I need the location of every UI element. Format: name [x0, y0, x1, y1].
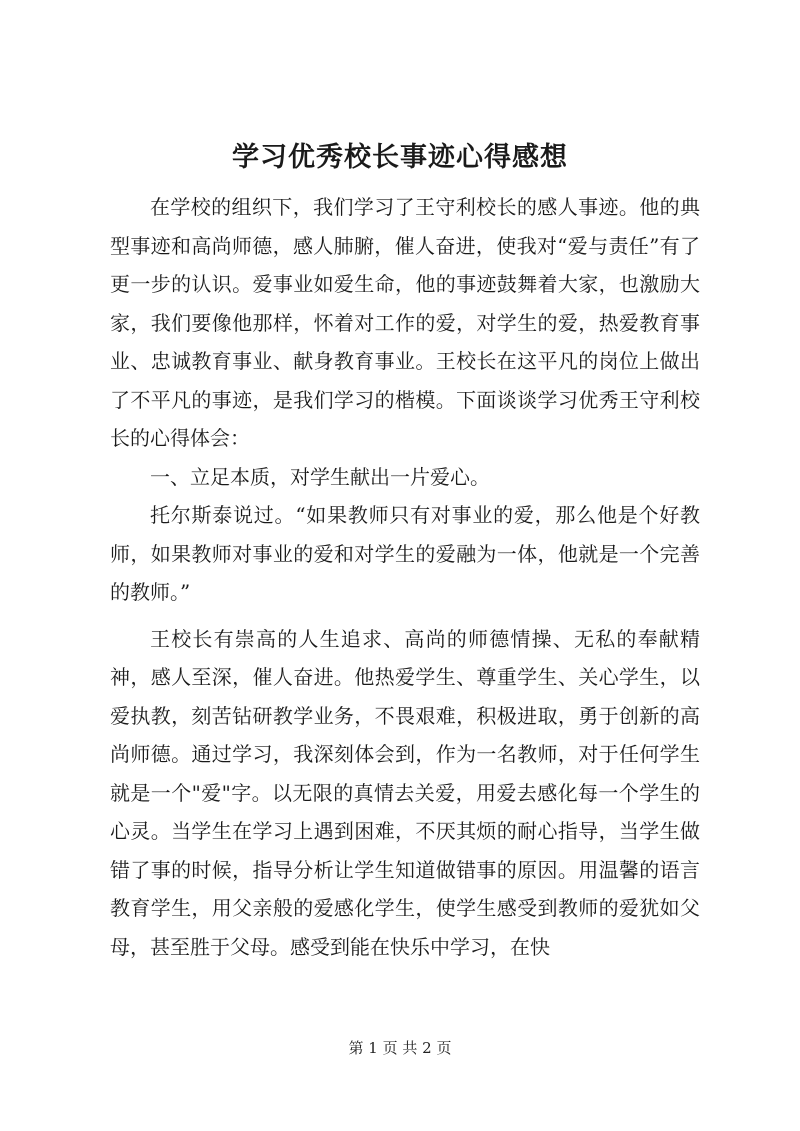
document-body: [110, 188, 700, 974]
page-footer: 第 1 页 共 2 页: [348, 1039, 452, 1057]
paragraph-principal-virtues: 王校长有崇高的人生追求、高尚的师德情操、无私的奉献精神，感人至深，催人奋进。他热爱学生、尊重学生、关心学生，以爱执教，刻苦钻研教学业务，不畏艰难，积极进取，勇于创新的高尚师德。通过学习，我深刻体会到，作为一名教师，对于任何学生就是一个"爱"字。以无限的真情去关爱，用爱去感化每一个学生的心灵。当学生在学习上遇到困难，不厌其烦的耐心指导，当学生做错了事的时候，指导分析让学生知道做错事的原因。用温馨的语言教育学生，用父亲般的爱感化学生，使学生感受到教师的爱犹如父母，甚至胜于父母。感受到能在快乐中学习，在快: [110, 626, 700, 959]
paragraph-tolstoy-quote: 托尔斯泰说过。“如果教师只有对事业的爱，那么他是个好教师，如果教师对事业的爱和对学生的爱融为一体，他就是一个完善的教师。”: [110, 503, 700, 604]
document-title: 学习优秀校长事迹心得感想: [232, 142, 568, 173]
paragraph-heading-one: 一、立足本质，对学生献出一片爱心。: [150, 464, 490, 489]
paragraph-intro: 在学校的组织下，我们学习了王守利校长的感人事迹。他的典型事迹和高尚师德，感人肺腑，催人奋进，使我对“爱与责任”有了更一步的认识。爱事业如爱生命，他的事迹鼓舞着大家，也激励大家，我们要像他那样，怀着对工作的爱，对学生的爱，热爱教育事业、忠诚教育事业、献身教育事业。王校长在这平凡的岗位上做出了不平凡的事迹，是我们学习的楷模。下面谈谈学习优秀王守利校长的心得体会：: [110, 195, 700, 450]
